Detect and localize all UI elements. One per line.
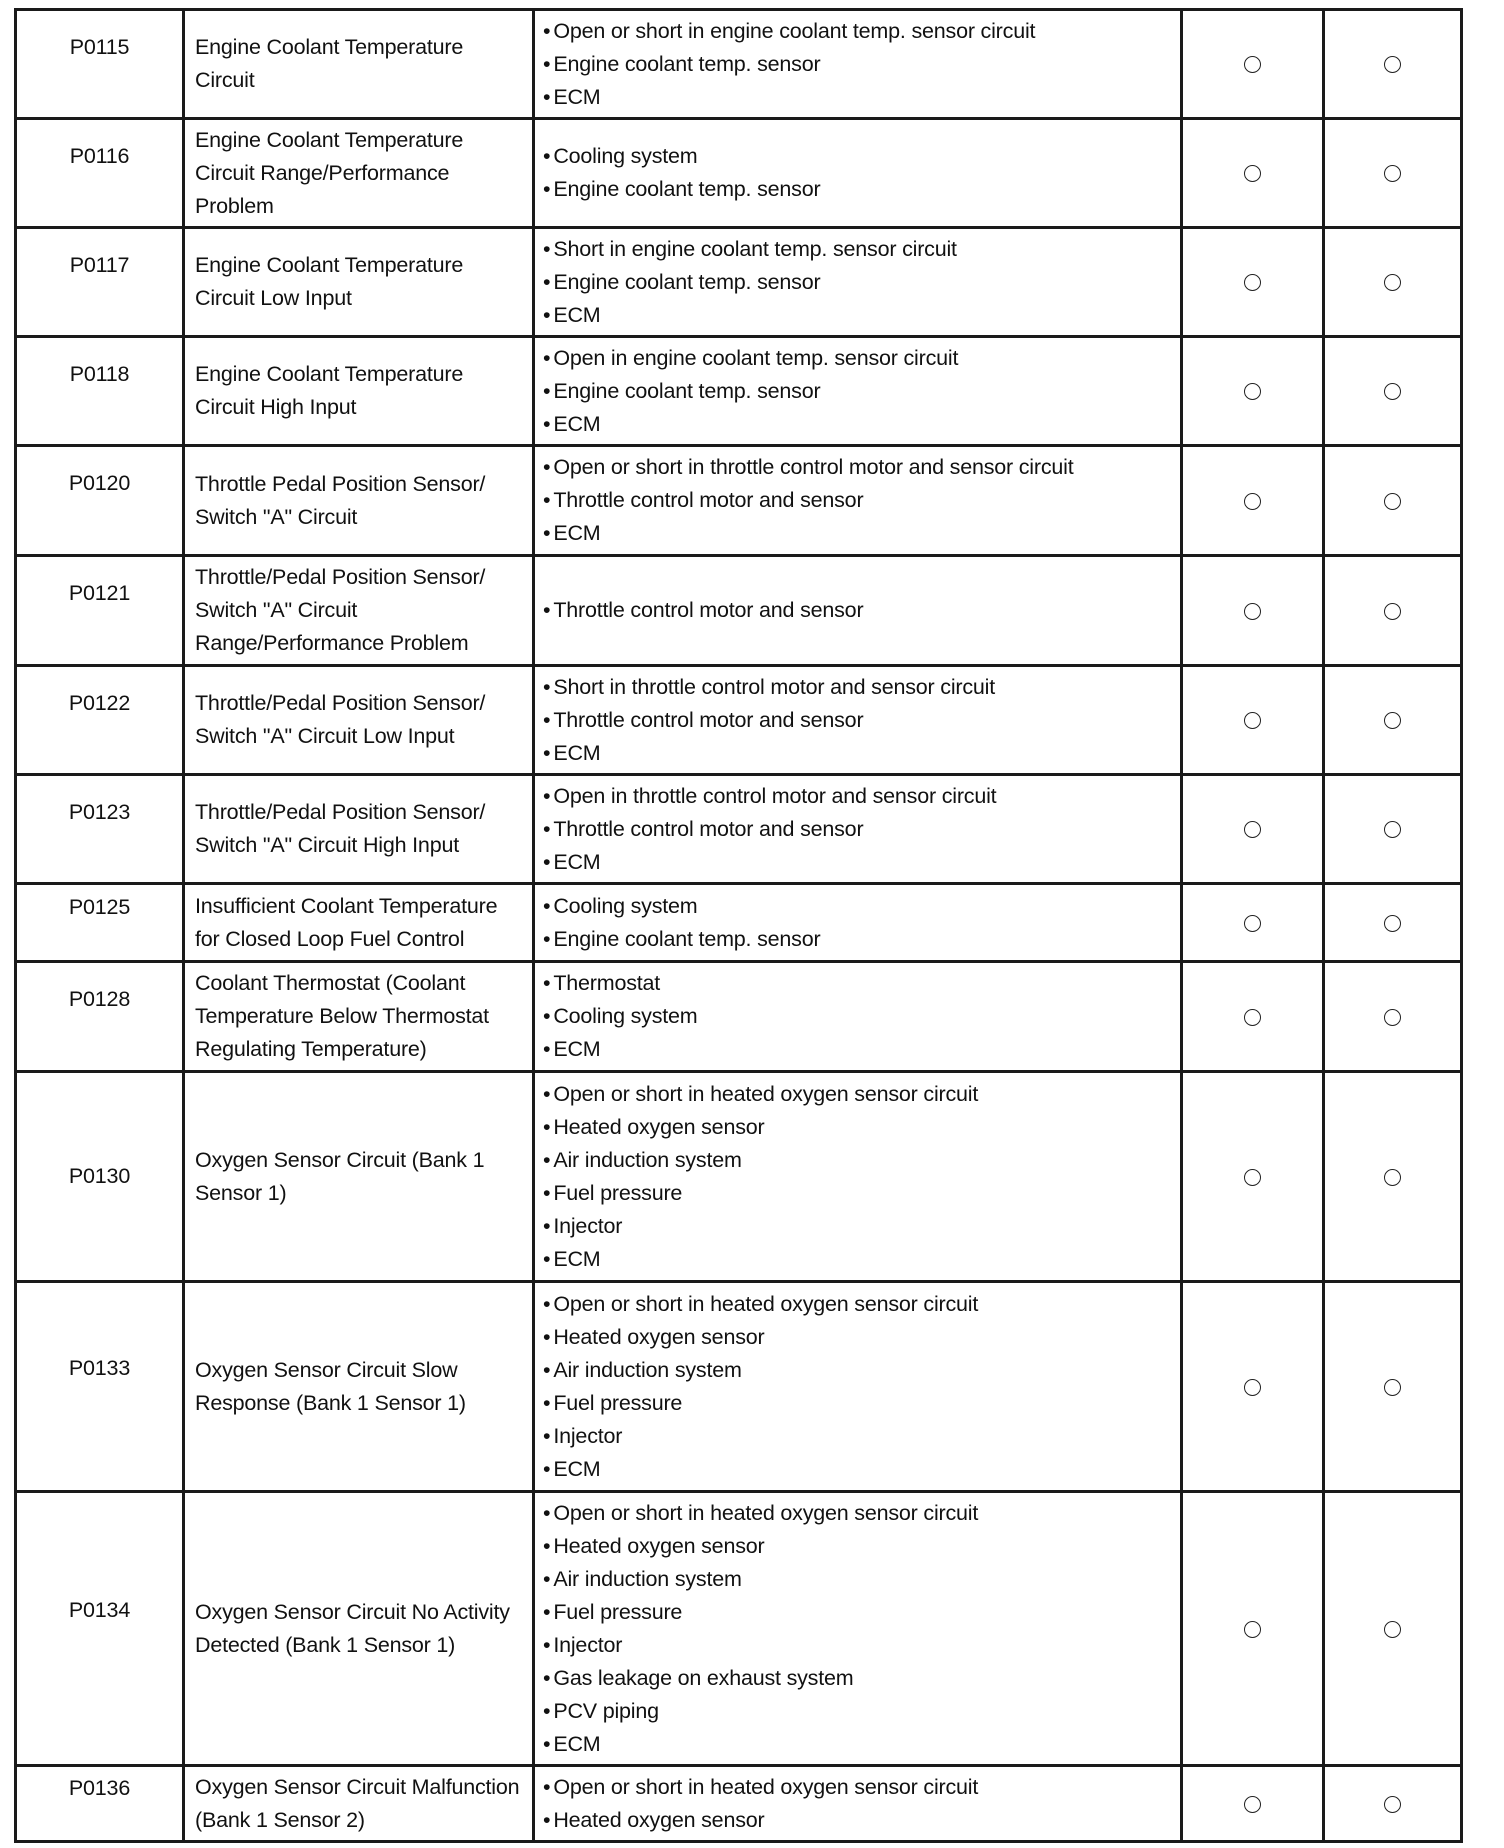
dtc-description: Throttle/Pedal Position Sensor/ Switch "A" Circuit High Input bbox=[184, 775, 534, 884]
cause-item: • Heated oxygen sensor bbox=[543, 1321, 1172, 1354]
cause-item: • Throttle control motor and sensor bbox=[543, 594, 1172, 627]
circle-mark-icon bbox=[1384, 1009, 1401, 1026]
circle-mark-icon bbox=[1384, 493, 1401, 510]
cause-item: • Short in engine coolant temp. sensor circuit bbox=[543, 233, 1172, 266]
mark-cell bbox=[1182, 119, 1324, 228]
probable-causes bbox=[534, 10, 1182, 119]
circle-mark-icon bbox=[1244, 915, 1261, 932]
dtc-code: P0133 bbox=[16, 1282, 184, 1492]
table-row bbox=[16, 1492, 1462, 1766]
cause-item: • Open or short in throttle control motor and sensor circuit bbox=[543, 451, 1172, 484]
dtc-description: Insufficient Coolant Temperature for Closed Loop Fuel Control bbox=[184, 884, 534, 962]
cause-item: • Cooling system bbox=[543, 1000, 1172, 1033]
table-row bbox=[16, 446, 1462, 556]
cause-list bbox=[543, 671, 1172, 770]
dtc-description: Throttle/Pedal Position Sensor/ Switch "A" Circuit Range/Performance Problem bbox=[184, 556, 534, 666]
circle-mark-icon bbox=[1244, 1796, 1261, 1813]
cause-item: • ECM bbox=[543, 846, 1172, 879]
cause-item: • Throttle control motor and sensor bbox=[543, 484, 1172, 517]
dtc-code: P0117 bbox=[16, 228, 184, 337]
cause-item: • Engine coolant temp. sensor bbox=[543, 375, 1172, 408]
table-row bbox=[16, 775, 1462, 884]
probable-causes bbox=[534, 337, 1182, 446]
circle-mark-icon bbox=[1244, 274, 1261, 291]
circle-mark-icon bbox=[1244, 493, 1261, 510]
cause-item: • Heated oxygen sensor bbox=[543, 1111, 1172, 1144]
mark-cell bbox=[1182, 556, 1324, 666]
cause-item: • Short in throttle control motor and sensor circuit bbox=[543, 671, 1172, 704]
mark-cell bbox=[1182, 962, 1324, 1072]
cause-item: • ECM bbox=[543, 1728, 1172, 1761]
circle-mark-icon bbox=[1244, 821, 1261, 838]
circle-mark-icon bbox=[1384, 1796, 1401, 1813]
circle-mark-icon bbox=[1384, 165, 1401, 182]
cause-item: • ECM bbox=[543, 1033, 1172, 1066]
cause-item: • Throttle control motor and sensor bbox=[543, 704, 1172, 737]
mark-cell bbox=[1324, 1282, 1462, 1492]
dtc-description: Oxygen Sensor Circuit (Bank 1 Sensor 1) bbox=[184, 1072, 534, 1282]
probable-causes bbox=[534, 884, 1182, 962]
mark-cell bbox=[1182, 337, 1324, 446]
dtc-description: Engine Coolant Temperature Circuit Low Input bbox=[184, 228, 534, 337]
circle-mark-icon bbox=[1244, 603, 1261, 620]
probable-causes bbox=[534, 666, 1182, 775]
mark-cell bbox=[1324, 884, 1462, 962]
cause-list bbox=[543, 451, 1172, 550]
mark-cell bbox=[1324, 556, 1462, 666]
probable-causes bbox=[534, 1492, 1182, 1766]
dtc-code: P0123 bbox=[16, 775, 184, 884]
dtc-code: P0120 bbox=[16, 446, 184, 556]
cause-item: • Heated oxygen sensor bbox=[543, 1530, 1172, 1563]
mark-cell bbox=[1324, 446, 1462, 556]
cause-list bbox=[543, 342, 1172, 441]
circle-mark-icon bbox=[1384, 274, 1401, 291]
circle-mark-icon bbox=[1384, 915, 1401, 932]
cause-list bbox=[543, 1288, 1172, 1486]
cause-item: • Gas leakage on exhaust system bbox=[543, 1662, 1172, 1695]
cause-item: • Fuel pressure bbox=[543, 1177, 1172, 1210]
cause-list bbox=[543, 15, 1172, 114]
mark-cell bbox=[1182, 1492, 1324, 1766]
cause-list bbox=[543, 1771, 1172, 1837]
probable-causes bbox=[534, 446, 1182, 556]
dtc-table-body bbox=[16, 10, 1462, 1842]
mark-cell bbox=[1324, 1766, 1462, 1842]
cause-item: • Fuel pressure bbox=[543, 1387, 1172, 1420]
cause-item: • ECM bbox=[543, 1243, 1172, 1276]
cause-list bbox=[543, 140, 1172, 206]
table-row bbox=[16, 10, 1462, 119]
probable-causes bbox=[534, 119, 1182, 228]
cause-item: • PCV piping bbox=[543, 1695, 1172, 1728]
dtc-code: P0116 bbox=[16, 119, 184, 228]
circle-mark-icon bbox=[1244, 712, 1261, 729]
cause-item: • Engine coolant temp. sensor bbox=[543, 923, 1172, 956]
cause-item: • Open or short in heated oxygen sensor circuit bbox=[543, 1078, 1172, 1111]
mark-cell bbox=[1324, 228, 1462, 337]
mark-cell bbox=[1182, 1766, 1324, 1842]
dtc-description: Oxygen Sensor Circuit No Activity Detected (Bank 1 Sensor 1) bbox=[184, 1492, 534, 1766]
dtc-description: Engine Coolant Temperature Circuit High Input bbox=[184, 337, 534, 446]
mark-cell bbox=[1324, 666, 1462, 775]
circle-mark-icon bbox=[1244, 383, 1261, 400]
cause-item: • Fuel pressure bbox=[543, 1596, 1172, 1629]
cause-item: • ECM bbox=[543, 737, 1172, 770]
table-row bbox=[16, 1072, 1462, 1282]
cause-item: • Cooling system bbox=[543, 140, 1172, 173]
probable-causes bbox=[534, 1766, 1182, 1842]
cause-item: • Engine coolant temp. sensor bbox=[543, 173, 1172, 206]
circle-mark-icon bbox=[1384, 821, 1401, 838]
dtc-description: Oxygen Sensor Circuit Malfunction (Bank 1 Sensor 2) bbox=[184, 1766, 534, 1842]
cause-list bbox=[543, 890, 1172, 956]
circle-mark-icon bbox=[1244, 1379, 1261, 1396]
cause-list bbox=[543, 594, 1172, 627]
circle-mark-icon bbox=[1244, 165, 1261, 182]
mark-cell bbox=[1182, 666, 1324, 775]
circle-mark-icon bbox=[1244, 56, 1261, 73]
table-row bbox=[16, 962, 1462, 1072]
cause-list bbox=[543, 967, 1172, 1066]
cause-item: • Air induction system bbox=[543, 1563, 1172, 1596]
circle-mark-icon bbox=[1244, 1009, 1261, 1026]
cause-item: • Open or short in engine coolant temp. sensor circuit bbox=[543, 15, 1172, 48]
circle-mark-icon bbox=[1244, 1621, 1261, 1638]
dtc-description: Throttle/Pedal Position Sensor/ Switch "A" Circuit Low Input bbox=[184, 666, 534, 775]
cause-item: • ECM bbox=[543, 81, 1172, 114]
cause-list bbox=[543, 233, 1172, 332]
cause-item: • Air induction system bbox=[543, 1144, 1172, 1177]
mark-cell bbox=[1324, 775, 1462, 884]
probable-causes bbox=[534, 1072, 1182, 1282]
mark-cell bbox=[1324, 1072, 1462, 1282]
mark-cell bbox=[1182, 775, 1324, 884]
mark-cell bbox=[1182, 228, 1324, 337]
cause-item: • Open or short in heated oxygen sensor circuit bbox=[543, 1771, 1172, 1804]
dtc-code: P0136 bbox=[16, 1766, 184, 1842]
circle-mark-icon bbox=[1384, 383, 1401, 400]
cause-item: • ECM bbox=[543, 517, 1172, 550]
table-row bbox=[16, 884, 1462, 962]
probable-causes bbox=[534, 228, 1182, 337]
dtc-table bbox=[14, 8, 1463, 1843]
table-row bbox=[16, 556, 1462, 666]
cause-item: • Injector bbox=[543, 1629, 1172, 1662]
cause-item: • ECM bbox=[543, 408, 1172, 441]
mark-cell bbox=[1182, 1072, 1324, 1282]
dtc-code: P0121 bbox=[16, 556, 184, 666]
mark-cell bbox=[1324, 119, 1462, 228]
cause-item: • Injector bbox=[543, 1420, 1172, 1453]
cause-item: • Throttle control motor and sensor bbox=[543, 813, 1172, 846]
cause-item: • Air induction system bbox=[543, 1354, 1172, 1387]
mark-cell bbox=[1324, 337, 1462, 446]
table-row bbox=[16, 228, 1462, 337]
probable-causes bbox=[534, 556, 1182, 666]
dtc-description: Throttle Pedal Position Sensor/ Switch "A" Circuit bbox=[184, 446, 534, 556]
dtc-description: Engine Coolant Temperature Circuit bbox=[184, 10, 534, 119]
mark-cell bbox=[1324, 1492, 1462, 1766]
mark-cell bbox=[1182, 10, 1324, 119]
dtc-description: Engine Coolant Temperature Circuit Range/Performance Problem bbox=[184, 119, 534, 228]
cause-item: • Heated oxygen sensor bbox=[543, 1804, 1172, 1837]
table-row bbox=[16, 1766, 1462, 1842]
table-row bbox=[16, 119, 1462, 228]
dtc-code: P0128 bbox=[16, 962, 184, 1072]
dtc-code: P0134 bbox=[16, 1492, 184, 1766]
circle-mark-icon bbox=[1384, 712, 1401, 729]
table-row bbox=[16, 666, 1462, 775]
cause-item: • Open in throttle control motor and sensor circuit bbox=[543, 780, 1172, 813]
mark-cell bbox=[1182, 446, 1324, 556]
dtc-description: Coolant Thermostat (Coolant Temperature Below Thermostat Regulating Temperature) bbox=[184, 962, 534, 1072]
table-row bbox=[16, 337, 1462, 446]
circle-mark-icon bbox=[1384, 1621, 1401, 1638]
cause-item: • ECM bbox=[543, 1453, 1172, 1486]
cause-item: • ECM bbox=[543, 299, 1172, 332]
cause-item: • Thermostat bbox=[543, 967, 1172, 1000]
table-row bbox=[16, 1282, 1462, 1492]
cause-item: • Open in engine coolant temp. sensor circuit bbox=[543, 342, 1172, 375]
dtc-code: P0125 bbox=[16, 884, 184, 962]
cause-list bbox=[543, 780, 1172, 879]
dtc-code: P0130 bbox=[16, 1072, 184, 1282]
cause-list bbox=[543, 1497, 1172, 1761]
circle-mark-icon bbox=[1384, 1379, 1401, 1396]
probable-causes bbox=[534, 775, 1182, 884]
cause-item: • Open or short in heated oxygen sensor circuit bbox=[543, 1497, 1172, 1530]
dtc-description: Oxygen Sensor Circuit Slow Response (Bank 1 Sensor 1) bbox=[184, 1282, 534, 1492]
cause-item: • Cooling system bbox=[543, 890, 1172, 923]
circle-mark-icon bbox=[1384, 1169, 1401, 1186]
cause-item: • Injector bbox=[543, 1210, 1172, 1243]
probable-causes bbox=[534, 962, 1182, 1072]
dtc-code: P0115 bbox=[16, 10, 184, 119]
dtc-code: P0122 bbox=[16, 666, 184, 775]
cause-list bbox=[543, 1078, 1172, 1276]
dtc-code: P0118 bbox=[16, 337, 184, 446]
mark-cell bbox=[1182, 884, 1324, 962]
circle-mark-icon bbox=[1384, 56, 1401, 73]
probable-causes bbox=[534, 1282, 1182, 1492]
cause-item: • Engine coolant temp. sensor bbox=[543, 48, 1172, 81]
mark-cell bbox=[1182, 1282, 1324, 1492]
mark-cell bbox=[1324, 10, 1462, 119]
circle-mark-icon bbox=[1244, 1169, 1261, 1186]
cause-item: • Engine coolant temp. sensor bbox=[543, 266, 1172, 299]
cause-item: • Open or short in heated oxygen sensor circuit bbox=[543, 1288, 1172, 1321]
circle-mark-icon bbox=[1384, 603, 1401, 620]
mark-cell bbox=[1324, 962, 1462, 1072]
